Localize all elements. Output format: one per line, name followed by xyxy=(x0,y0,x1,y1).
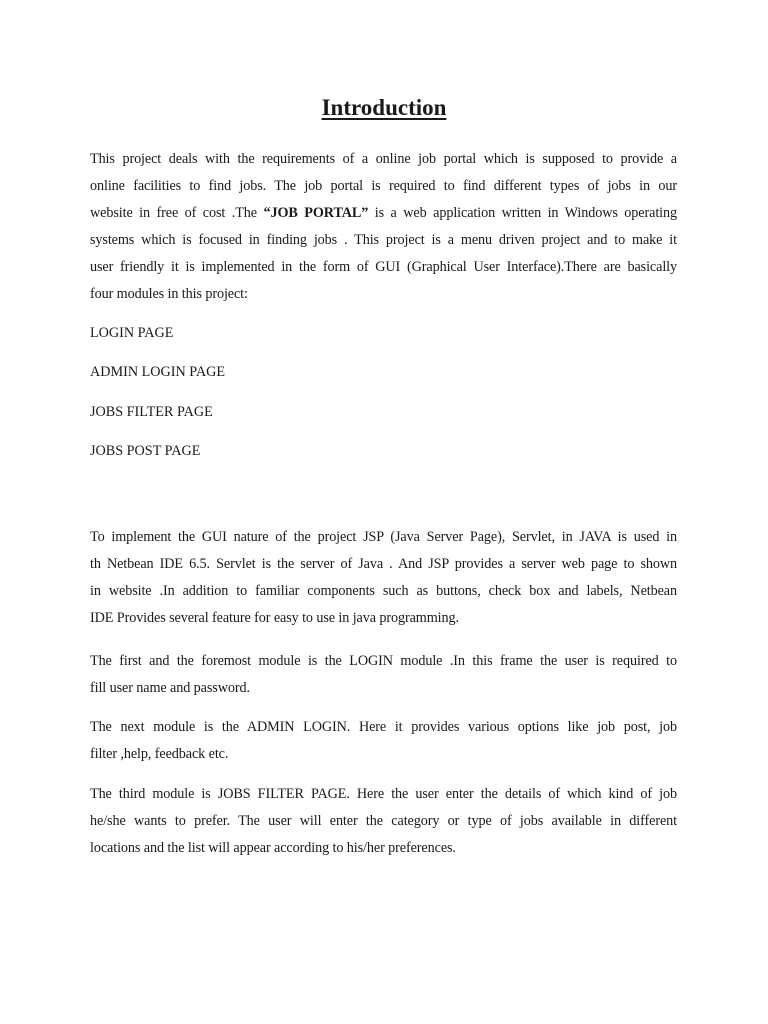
intro-line-2: online facilities to find jobs. The job portal is required to find different types of jobs in our xyxy=(90,178,677,194)
admin-module-paragraph xyxy=(90,714,677,768)
module-item-login: LOGIN PAGE xyxy=(90,325,174,341)
title-text: Introduction xyxy=(321,95,447,120)
filter-module-paragraph xyxy=(90,781,677,862)
intro-line-1: This project deals with the requirements of a online job portal which is supposed to provide a xyxy=(90,151,677,167)
module-item-admin-login: ADMIN LOGIN PAGE xyxy=(90,364,226,380)
admin-line-2: filter ,help, feedback etc. xyxy=(90,746,229,762)
admin-line-1: The next module is the ADMIN LOGIN. Here it provides various options like job post, job xyxy=(90,719,677,735)
gui-line-1: To implement the GUI nature of the project JSP (Java Server Page), Servlet, in JAVA is used in xyxy=(90,529,677,545)
login-module-paragraph xyxy=(90,648,677,702)
intro-line-3-end: is a web application written in Windows operating xyxy=(368,205,677,221)
login-line-2: fill user name and password. xyxy=(90,680,250,696)
intro-line-5: user friendly it is implemented in the form of GUI (Graphical User Interface).There are basically xyxy=(90,259,677,275)
intro-line-4: systems which is focused in finding jobs . This project is a menu driven project and to make it xyxy=(90,232,677,248)
page-title xyxy=(0,92,768,124)
filter-line-2: he/she wants to prefer. The user will enter the category or type of jobs available in different xyxy=(90,813,677,829)
gui-paragraph xyxy=(90,524,677,632)
intro-line-3 xyxy=(90,200,677,227)
intro-line-3-start: website in free of cost .The xyxy=(90,205,264,221)
module-item-jobs-post: JOBS POST PAGE xyxy=(90,443,201,459)
intro-paragraph xyxy=(90,146,677,308)
gui-line-3: in website .In addition to familiar components such as buttons, check box and labels, Netbean xyxy=(90,583,677,599)
filter-line-3: locations and the list will appear according to his/her preferences. xyxy=(90,840,456,856)
gui-line-2: th Netbean IDE 6.5. Servlet is the server of Java . And JSP provides a server web page to shown xyxy=(90,556,677,572)
gui-line-4: IDE Provides several feature for easy to use in java programming. xyxy=(90,610,459,626)
job-portal-emphasis: “JOB PORTAL” xyxy=(263,205,369,221)
login-line-1: The first and the foremost module is the LOGIN module .In this frame the user is required to xyxy=(90,653,677,669)
filter-line-1: The third module is JOBS FILTER PAGE. Here the user enter the details of which kind of job xyxy=(90,786,677,802)
intro-line-6: four modules in this project: xyxy=(90,286,248,302)
module-item-jobs-filter: JOBS FILTER PAGE xyxy=(90,404,213,420)
